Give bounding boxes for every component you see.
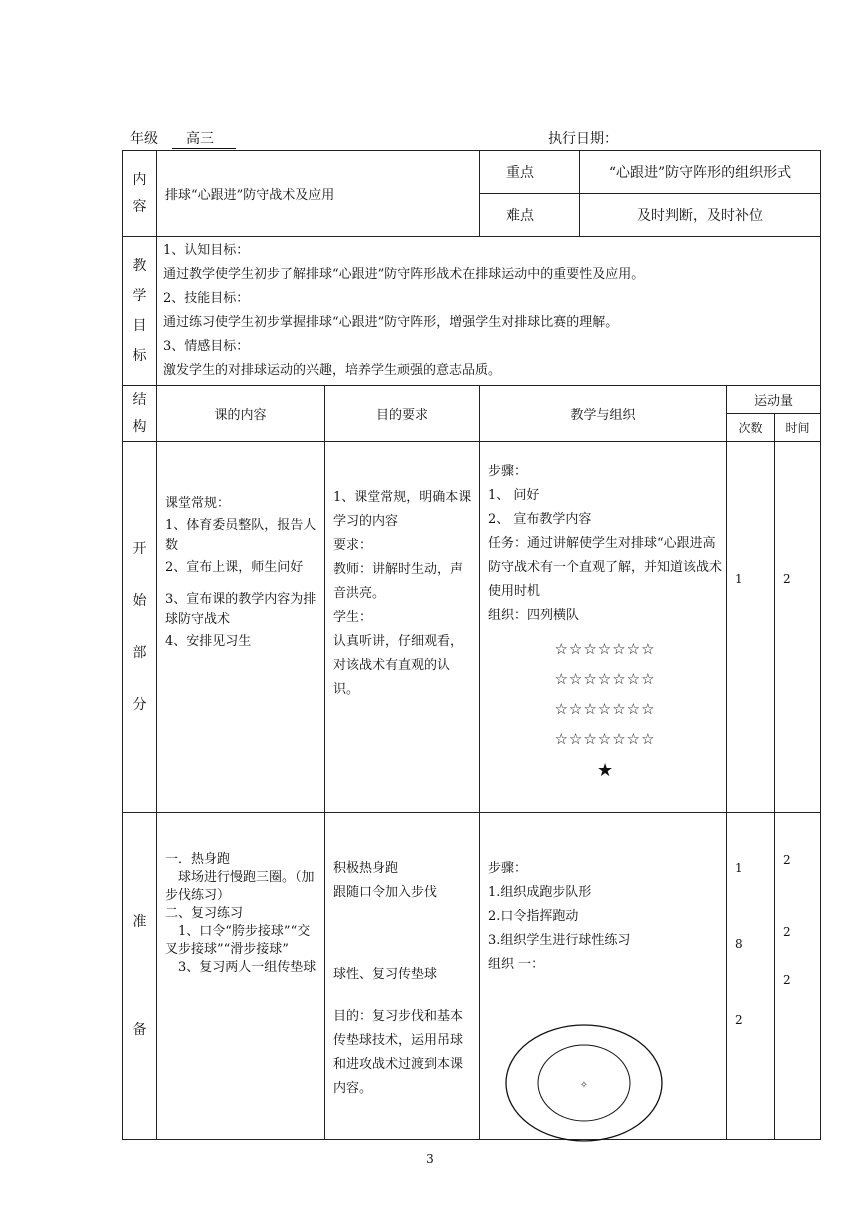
page-number: 3 (426, 1152, 434, 1166)
part1-content-3: 3、宣布课的教学内容为排球防守战术 (165, 592, 317, 627)
part2-time-1: 2 (783, 925, 791, 939)
part1-content-0: 课堂常规： (165, 496, 231, 511)
part2-content-1: 球场进行慢跑三圈。（加步伐练习） (165, 870, 315, 903)
part2-content-cell (157, 813, 325, 1140)
part1-goal-3: 学生： (333, 610, 373, 625)
part1-org-1: 1、 问好 (488, 488, 540, 503)
part1-org-4: 组织：四列横队 (488, 608, 580, 623)
part1-org-0: 步骤： (488, 464, 528, 479)
col-time-header: 时间 (775, 414, 821, 442)
part2-label: 准备 (132, 914, 147, 1038)
teacher-star-icon: ★ (596, 760, 614, 781)
goal-item-1: 1、认知目标：通过教学使学生初步了解排球“心跟进”防守阵形战术在排球运动中的重要性及应用。 (163, 243, 645, 282)
col-goal-header: 目的要求 (325, 386, 480, 442)
goals-label: 教学目标 (132, 258, 147, 364)
running-track-diagram (504, 1003, 664, 1143)
goals-cell (157, 237, 821, 386)
part1-goal-0: 1、课堂常规，明确本课学习的内容 (333, 490, 472, 529)
part2-goal-1: 跟随口令加入步伐 (333, 885, 438, 900)
goals-label-cell (123, 237, 157, 386)
col-content-header: 课的内容 (157, 386, 325, 442)
part2-org-3: 3.组织学生进行球性练习 (488, 933, 631, 948)
goal-item-2: 2、技能目标：通过练习使学生初步掌握排球“心跟进”防守阵形，增强学生对排球比赛的理解。 (163, 291, 619, 330)
part2-count-1: 8 (735, 937, 743, 951)
part1-org-cell (480, 442, 727, 813)
col-org-header: 教学与组织 (480, 386, 727, 442)
part1-goal-4: 认真听讲，仔细观看，对该战术有直观的认识。 (333, 634, 464, 697)
part1-content-1: 1、体育委员整队，报告人数 (165, 518, 317, 553)
goal-item-3: 3、情感目标：激发学生的对排球运动的兴趣，培养学生顽强的意志品质。 (163, 339, 502, 378)
key-text: “心跟进”防守阵形的组织形式 (580, 151, 821, 194)
part2-org-cell (480, 813, 727, 1140)
part1-label-cell (123, 442, 157, 813)
star-row: ☆☆☆☆☆☆☆ (554, 640, 656, 658)
part1-content-cell (157, 442, 325, 813)
part2-count-0: 1 (735, 861, 743, 875)
difficulty-label: 难点 (480, 194, 580, 237)
part1-time: 2 (775, 442, 821, 813)
content-title: 排球“心跟进”防守战术及应用 (157, 151, 480, 237)
part2-content-2: 二、复习练习 (165, 906, 244, 921)
grade-label: 年级 (130, 131, 158, 147)
col-load-header: 运动量 (727, 386, 821, 414)
part2-content-4: 3、复习两人一组传垫球 (165, 960, 317, 975)
part1-content-4: 4、安排见习生 (165, 634, 252, 649)
structure-header: 结构 (132, 391, 147, 435)
part2-org-1: 1.组织成跑步队形 (488, 885, 592, 900)
part2-goal-3: 目的：复习步伐和基本传垫球技术，运用吊球和进攻战术过渡到本课内容。 (333, 1009, 464, 1096)
part2-content-3: 1、口令“胯步接球”“交叉步接球”“滑步接球” (165, 924, 311, 957)
date-label: 执行日期： (548, 131, 618, 147)
part2-org-2: 2.口令指挥跑动 (488, 909, 579, 924)
part1-org-3: 任务：通过讲解使学生对排球“心跟进高防守战术有一个直观了解，并知道该战术使用时机 (488, 536, 723, 599)
part1-goal-cell (325, 442, 480, 813)
content-label-cell (123, 151, 157, 237)
col-count-header: 次数 (727, 414, 775, 442)
star-row: ☆☆☆☆☆☆☆ (554, 700, 656, 718)
structure-header-cell (123, 386, 157, 442)
difficulty-text: 及时判断，及时补位 (580, 194, 821, 237)
part2-counts (727, 813, 775, 1140)
part1-content-2: 2、宣布上课，师生问好 (165, 560, 304, 575)
part1-count: 1 (727, 442, 775, 813)
header (130, 128, 830, 148)
part2-times (775, 813, 821, 1140)
goals-row (123, 237, 821, 386)
key-label: 重点 (480, 151, 580, 194)
part1-goal-1: 要求： (333, 538, 373, 553)
part2-content-0: 一．热身跑 (165, 852, 231, 867)
star-row: ☆☆☆☆☆☆☆ (554, 670, 656, 688)
part2-label-cell (123, 813, 157, 1140)
lesson-plan-table (122, 150, 821, 1140)
part2-time-0: 2 (783, 853, 791, 867)
part1-org-2: 2、 宣布教学内容 (488, 512, 592, 527)
part1-label: 开始部分 (132, 541, 147, 713)
grade-value: 高三 (172, 128, 236, 149)
part2-goal-2: 球性、复习传垫球 (333, 967, 438, 982)
grade (130, 128, 236, 149)
part2-goal-cell (325, 813, 480, 1140)
part2-row (123, 813, 821, 1140)
part2-count-2: 2 (735, 1013, 743, 1027)
center-mark: ✧ (579, 1080, 589, 1091)
column-header-row-1 (123, 386, 821, 414)
part2-org-4: 组织 一： (488, 957, 545, 972)
formation-stars (488, 634, 722, 754)
content-row-1 (123, 151, 821, 194)
star-row: ☆☆☆☆☆☆☆ (554, 730, 656, 748)
part2-time-2: 2 (783, 973, 791, 987)
part1-row (123, 442, 821, 813)
content-label: 内容 (132, 171, 147, 215)
part2-org-0: 步骤： (488, 861, 528, 876)
part2-goal-0: 积极热身跑 (333, 861, 399, 876)
part1-goal-2: 教师：讲解时生动，声音洪亮。 (333, 562, 464, 601)
